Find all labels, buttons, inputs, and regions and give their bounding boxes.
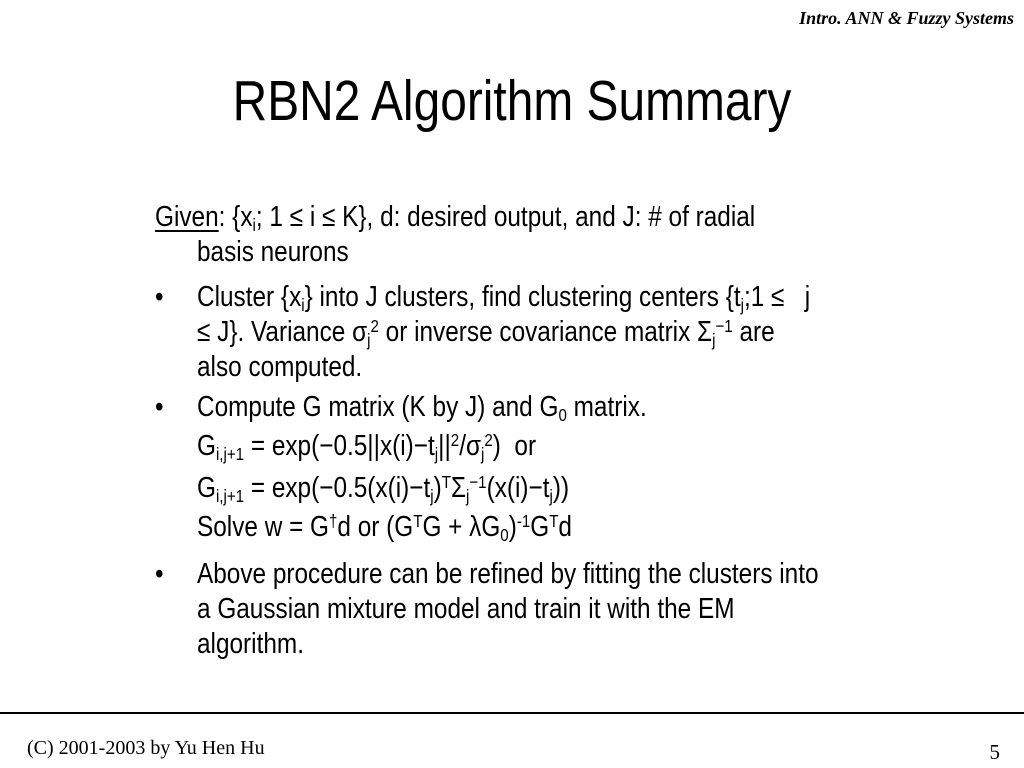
formula-g-gaussian: $G_{i,j+1} = \exp(-0.5||x(i)-t_j||^2/\sigma_j^2)$ or — [197, 430, 537, 465]
bullet-item-cluster-text: Cluster $\{x_i\}$ into J clusters, find clustering centers {$t_j;1 \le j$ ≤ J}. Variance $\sigma_j^2$ or inverse covariance matrix $\Sigma_j^{-1}$ are also computed. — [197, 281, 811, 383]
paragraph-given: Given: {$x_i$; 1 ≤ i ≤ K}, d: desired output, and J: # of radial basis neurons — [155, 201, 756, 268]
course-header-label: Intro. ANN & Fuzzy Systems — [799, 8, 1014, 28]
copyright-text: (C) 2001-2003 by Yu Hen Hu — [27, 737, 265, 759]
bullet-marker: • — [155, 391, 164, 423]
bullet-item-compute — [155, 390, 1024, 425]
formula-solve-weights: Solve w = G†d or $(G^TG + \lambda G_0)^{-1}G^Td$ — [197, 511, 572, 546]
bullet-marker: • — [155, 281, 164, 313]
slide-title: RBN2 Algorithm Summary — [232, 69, 792, 133]
footer-divider-line — [0, 712, 1024, 714]
bullet-item-cluster — [155, 280, 1024, 385]
bullet-item-refine-text: Above procedure can be refined by fitting the clusters into a Gaussian mixture model and train it with the EM algorithm. — [197, 558, 819, 660]
slide-body — [155, 200, 1024, 662]
bullet-item-refine — [155, 557, 1024, 662]
formula-g-mahalanobis: $G_{i,j+1} = \exp(-0.5(x(i)-t_j)^T\Sigma_j^{-1}(x(i)-t_j))$ — [197, 472, 570, 507]
bullet-marker: • — [155, 558, 164, 590]
page-number: 5 — [989, 740, 1000, 764]
bullet-item-compute-text: Compute G matrix (K by J) and $G_0$ matrix. — [197, 391, 647, 426]
